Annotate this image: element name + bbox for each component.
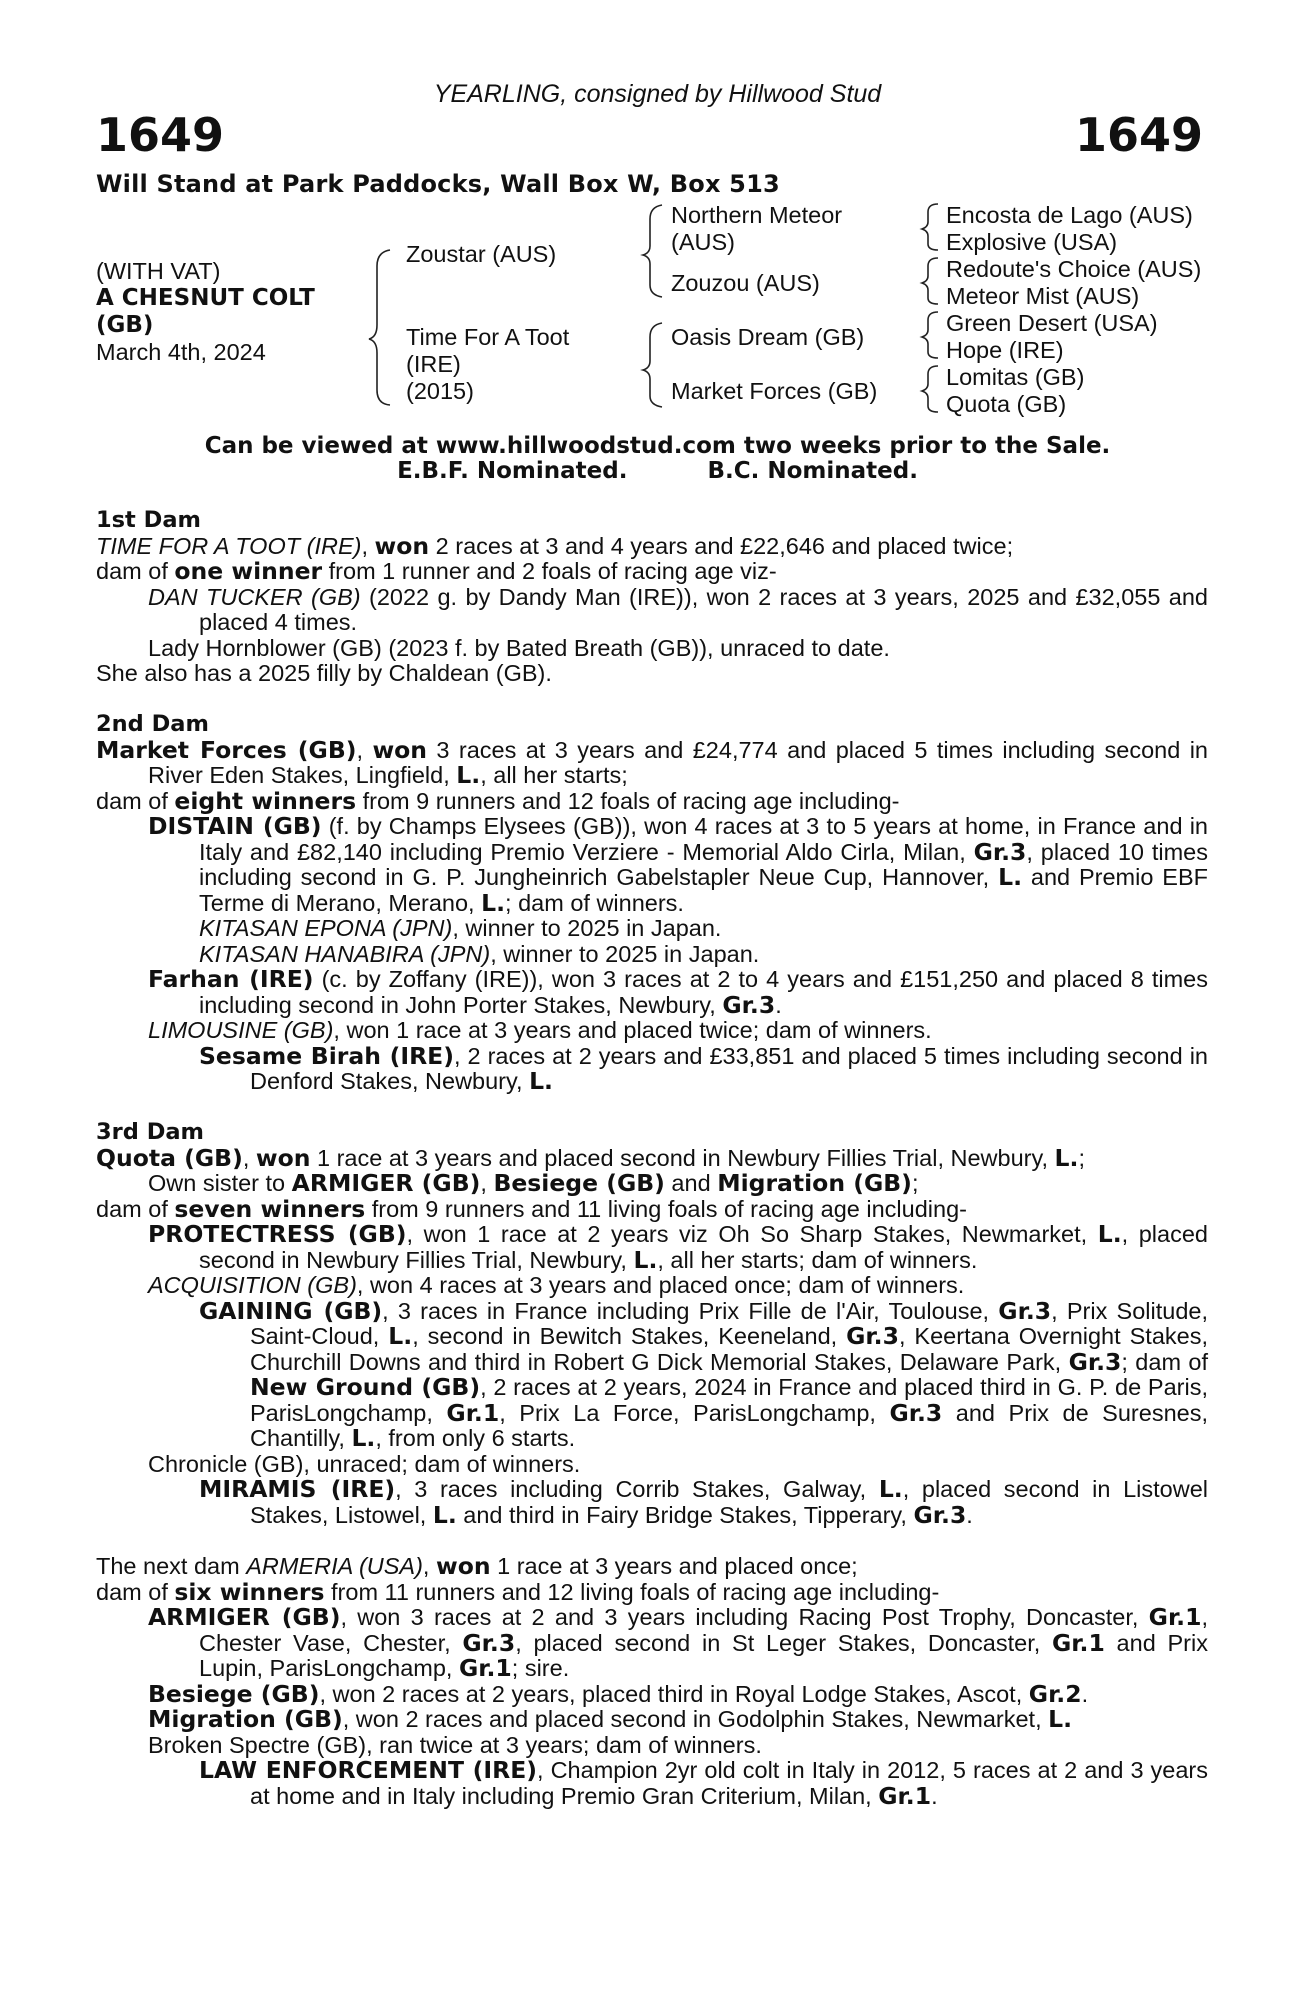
horse-vat: (WITH VAT) [96,258,221,284]
sire-sire-line2: (AUS) [671,229,735,255]
sire-dam: Zouzou (AUS) [671,270,820,296]
third-dam-title: 3rd Dam [96,1119,204,1145]
produce-distain: DISTAIN (GB) (f. by Champs Elysees (GB)), won 4 races at 3 to 5 years at home, in France and in Italy and £82,140 including Premio Verziere - Memorial Aldo Cirla, Milan, Gr.3, placed 10 times including second in G. P. Jungheinrich Gabelstapler Neue Cup, Hannover, L. and Premio EBF Terme di Merano, Merano, L.; dam of winners. [148,812,1208,917]
second-dam-record: Market Forces (GB), won 3 races at 3 years and £24,774 and placed 5 times including second in River Eden Stakes, Lingfield, L., all her starts; [96,735,1209,789]
first-dam-line: TIME FOR A TOOT (IRE), won 2 races at 3 and 4 years and £22,646 and placed twice; [96,531,1014,560]
lot-number-left: 1649 [96,108,225,162]
dam-dam: Market Forces (GB) [671,378,878,404]
produce-migration: Migration (GB), won 2 races and placed second in Godolphin Stakes, Newmarket, L. [148,1705,1073,1733]
grand-8: Quota (GB) [946,391,1067,417]
first-dam-section [96,508,1208,687]
grand-7: Lomitas (GB) [946,364,1085,390]
produce-acquisition: ACQUISITION (GB), won 4 races at 3 years and placed once; dam of winners. [148,1272,965,1298]
second-dam-section [96,712,1208,1095]
dam-line1: Time For A Toot [406,324,570,350]
grand-3: Redoute's Choice (AUS) [946,256,1202,282]
dam-line2: (IRE) [406,351,461,377]
ebf-nominated: E.B.F. Nominated. [397,458,628,484]
consignment-line: YEARLING, consigned by Hillwood Stud [433,80,882,108]
first-dam-title: 1st Dam [96,507,201,533]
third-dam-produce-summary: dam of seven winners from 9 runners and 11 living foals of racing age including- [96,1194,967,1223]
third-dam-section [96,1120,1208,1528]
stand-location: Will Stand at Park Paddocks, Wall Box W, Box 513 [96,170,780,198]
produce-armiger: ARMIGER (GB), won 3 races at 2 and 3 years including Racing Post Trophy, Doncaster, Gr.1, Chester Vase, Chester, Gr.3, placed second in St Leger Stakes, Doncaster, Gr.1 and Prix Lupin, ParisLongchamp, Gr.1; sire. [148,1603,1208,1682]
produce-chronicle: Chronicle (GB), unraced; dam of winners. [148,1450,581,1477]
produce-besiege: Besiege (GB), won 2 races at 2 years, placed third in Royal Lodge Stakes, Ascot, Gr.2. [148,1679,1089,1708]
horse-origin: (GB) [96,312,154,338]
grand-4: Meteor Mist (AUS) [946,283,1140,309]
horse-name: A CHESNUT COLT [96,285,315,311]
produce-2025-filly: She also has a 2025 filly by Chaldean (GB). [96,660,552,686]
grand-1: Encosta de Lago (AUS) [946,202,1193,228]
produce-miramis: MIRAMIS (IRE), 3 races including Corrib Stakes, Galway, L., placed second in Listowel Stakes, Listowel, L. and third in Fairy Bridge Stakes, Tipperary, Gr.3. [199,1475,1208,1529]
grand-6: Hope (IRE) [946,337,1064,363]
second-dam-title: 2nd Dam [96,711,209,737]
produce-sesame-birah: Sesame Birah (IRE), 2 races at 2 years and £33,851 and placed 5 times including second in Denford Stakes, Newbury, L. [199,1041,1208,1095]
nominations [0,458,1315,484]
produce-lady-hornblower: Lady Hornblower (GB) (2023 f. by Bated Breath (GB)), unraced to date. [148,634,890,661]
produce-limousine: LIMOUSINE (GB), won 1 race at 3 years and placed twice; dam of winners. [148,1017,932,1043]
third-dam-siblings: Own sister to ARMIGER (GB), Besiege (GB) and Migration (GB); [148,1169,919,1197]
bc-nominated: B.C. Nominated. [707,458,918,484]
horse-dob: March 4th, 2024 [96,339,266,365]
produce-law-enforcement: LAW ENFORCEMENT (IRE), Champion 2yr old colt in Italy in 2012, 5 races at 2 and 3 years at home and in Italy including Premio Gran Criterium, Milan, Gr.1. [199,1756,1208,1810]
grand-5: Green Desert (USA) [946,310,1158,336]
produce-gaining: GAINING (GB), 3 races in France including Prix Fille de l'Air, Toulouse, Gr.3, Prix Solitude, Saint-Cloud, L., second in Bewitch Stakes, Keeneland, Gr.3, Keertana Overnight Stakes, Churchill Downs and third in Robert G Dick Memorial Stakes, Delaware Park, Gr.3; dam of New Ground (GB), 2 races at 2 years, 2024 in France and placed third in G. P. de Paris, ParisLongchamp, Gr.1, Prix La Force, ParisLongchamp, Gr.3 and Prix de Suresnes, Chantilly, L., from only 6 starts. [199,1296,1208,1452]
produce-farhan: Farhan (IRE) (c. by Zoffany (IRE)), won 3 races at 2 to 4 years and £151,250 and placed 8 times including second in John Porter Stakes, Newbury, Gr.3. [148,965,1208,1019]
dam-line3: (2015) [406,378,474,404]
second-dam-produce-summary: dam of eight winners from 9 runners and 12 foals of racing age including- [96,786,900,815]
viewing-notice: Can be viewed at www.hillwoodstud.com two weeks prior to the Sale. [204,433,1111,459]
first-dam-produce-summary: dam of one winner from 1 runner and 2 foals of racing age viz- [96,557,777,585]
produce-kitasan-hanabira: KITASAN HANABIRA (JPN), winner to 2025 in Japan. [199,940,760,967]
sire: Zoustar (AUS) [406,241,557,267]
produce-protectress: PROTECTRESS (GB), won 1 race at 2 years viz Oh So Sharp Stakes, Newmarket, L., placed second in Newbury Fillies Trial, Newbury, L., all her starts; dam of winners. [148,1220,1208,1274]
produce-broken-spectre: Broken Spectre (GB), ran twice at 3 years; dam of winners. [148,1731,762,1758]
grand-2: Explosive (USA) [946,229,1118,255]
next-dam-section [96,1554,1208,1809]
produce-dan-tucker: DAN TUCKER (GB) (2022 g. by Dandy Man (IRE)), won 2 races at 3 years, 2025 and £32,055 and placed 4 times. [148,583,1208,635]
sire-sire-line1: Northern Meteor [671,202,843,228]
dam-sire: Oasis Dream (GB) [671,324,865,350]
next-dam-produce-summary: dam of six winners from 11 runners and 12 living foals of racing age including- [96,1577,940,1606]
next-dam-record: The next dam ARMERIA (USA), won 1 race at 3 years and placed once; [96,1552,858,1580]
lot-number-right: 1649 [1074,108,1203,162]
third-dam-record: Quota (GB), won 1 race at 3 years and placed second in Newbury Fillies Trial, Newbury, L.; [96,1143,1085,1172]
produce-kitasan-epona: KITASAN EPONA (JPN), winner to 2025 in Japan. [199,915,722,941]
